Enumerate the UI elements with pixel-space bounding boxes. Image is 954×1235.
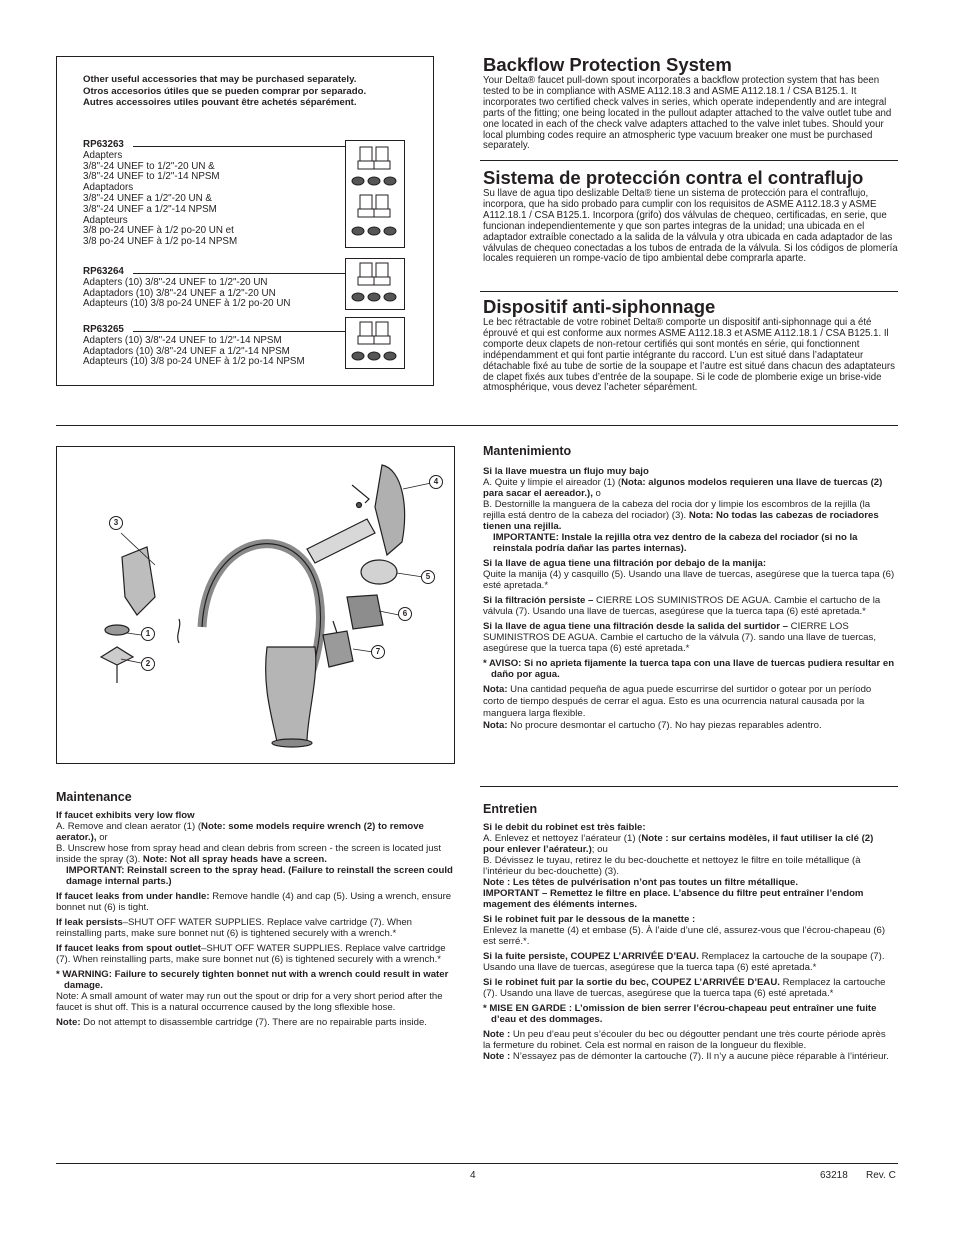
callout-4: 4 [429,475,443,489]
section-heading: Mantenimiento [483,444,572,458]
callout-7: 7 [371,645,385,659]
callout-3: 3 [109,516,123,530]
note [483,684,895,720]
lead: Note : [483,1051,511,1062]
step-note: Note : sur certains modèles, il faut utiliser la clé (2) pour enlever l’aérateur.) [483,833,874,855]
warning: * MISE EN GARDE : L’omission de bien serrer l’écrou-chapeau peut entraîner une fuite d’eau et des dommages. [483,1003,877,1025]
section-heading: Maintenance [56,790,132,804]
step-a [56,821,458,843]
subheading: Si le debit du robinet est très faible: [483,822,646,833]
part-line: Adapters (10) 3/8"-24 UNEF to 1/2"-20 UN [83,276,268,288]
part-line: 3/8 po-24 UNEF à 1/2 po-14 NPSM [83,236,238,248]
lead: Nota: [483,720,508,731]
text: CIERRE LOS SUMINISTROS DE AGUA. Cambie el cartucho de la válvula (7). Usando una llave de tuercas, asegúrese que la tuerca tapa (6) esté apretada.* [483,595,881,617]
step-note: Note: Not all spray heads have a screen. [142,854,327,865]
step-note: Note : Les têtes de pulvérisation n’ont pas toutes un filtre métallique. [483,877,799,888]
step-b [483,499,895,532]
text: Una cantidad pequeña de agua puede escurrirse del surtidor o gotear por un período corto de tiempo después de cerrar el agua. Esto es una ocurrencia natural causada por la manguera larga flexible. [483,684,872,719]
paragraph [483,977,895,999]
part-rp63263 [83,140,363,248]
lead: Si la llave de agua tiene una filtración desde la salida del surtidor – [483,621,788,632]
leader-line [133,273,345,274]
part-line: 3/8"-24 UNEF to 1/2"-20 UN & [83,160,215,172]
section-title: Dispositif anti-siphonnage [483,296,716,317]
section-heading: Entretien [483,802,538,816]
part-code: RP63263 [83,139,124,150]
subheading: Si le robinet fuit par le dessous de la manette : [483,914,696,925]
lead: Note: [56,1017,81,1028]
paragraph [483,621,895,654]
warning: * WARNING: Failure to securely tighten bonnet nut with a wrench could result in water damage. [56,969,449,991]
part-line: 3/8"-24 UNEF a 1/2"-20 UN & [83,192,212,204]
part-line: 3/8"-24 UNEF a 1/2"-14 NPSM [83,203,217,215]
subheading: Si la llave muestra un flujo muy bajo [483,466,649,477]
divider [480,291,898,292]
paragraph: Enlevez la manette (4) et embase (5). À l’aide d’une clé, assurez-vous que l’écrou-chapeau (6) est serré.*. [483,925,886,947]
step-text: B. Destornille la manguera de la cabeza del rocia dor y limpie los escombros de la rejilla (la rejilla está dentro de la cabeza del rociador) (3). [483,499,871,521]
lead: If faucet leaks from under handle: [56,891,210,902]
subheading: Si la llave de agua tiene una filtración por debajo de la manija: [483,558,767,569]
note [483,1029,895,1051]
part-line: Adapteurs (10) 3/8 po-24 UNEF à 1/2 po-14 NPSM [83,356,305,368]
lead: Note : [483,1029,511,1040]
note [56,1017,458,1028]
part-line: 3/8"-24 UNEF to 1/2"-14 NPSM [83,171,220,183]
backflow-fr [483,296,898,394]
paragraph [56,943,458,965]
part-line: Adapteurs (10) 3/8 po-24 UNEF à 1/2 po-20 UN [83,298,291,310]
text: No procure desmontar el cartucho (7). No hay piezas reparables adentro. [507,720,822,731]
step-note: Nota: algunos modelos requieren una llave de tuercas (2) para sacar el aereador.), [483,477,883,499]
accessories-box [56,56,434,386]
text: Remplacez la cartouche (7). Usando una llave de tuercas, asegúrese que la tuerca tapa (6) esté apretada.* [483,977,886,999]
step-note: Nota: No todas las cabezas de rociadores tienen una rejilla. [483,510,879,532]
paragraph [56,917,458,939]
callout-2: 2 [141,657,155,671]
part-line: Adaptadors (10) 3/8"-24 UNEF a 1/2"-20 UN [83,287,276,299]
step-a [483,833,895,855]
part-code: RP63264 [83,266,124,277]
lead: Nota: [483,684,508,695]
text: –SHUT OFF WATER SUPPLIES. Replace valve cartridge (7). When reinstalling parts, make sure bonnet nut (6) is tightened securely with a wrench.* [56,917,412,939]
section-title: Backflow Protection System [483,54,732,75]
callout-6: 6 [398,607,412,621]
paragraph [56,891,458,913]
accessories-heading-es: Otros accesorios útiles que se pueden comprar por separado. [83,85,367,97]
part-line: Adaptadors (10) 3/8"-24 UNEF a 1/2"-14 NPSM [83,345,290,357]
step-b [56,843,458,865]
backflow-en [483,54,898,152]
adapter-image-rp63263 [345,140,405,248]
step-b: B. Dévissez le tuyau, retirez le du bec-douchette et nettoyez le filtre en toile métallique (à l’intérieur du bec-douchette) (3). [483,855,861,877]
lead: Si la filtración persiste – [483,595,594,606]
adapter-image-rp63265 [345,317,405,369]
accessories-heading-en: Other useful accessories that may be purchased separately. [83,74,357,85]
text: –SHUT OFF WATER SUPPLIES. Replace valve cartridge (7). When reinstalling parts, make sure bonnet nut (6) is tightened securely with a wrench.* [56,943,446,965]
step-end: or [96,832,108,843]
note: Note: A small amount of water may run out the spout or drip for a very short period after the faucet is shut off. This is a natural occurrence caused by the long sflexible hose. [56,991,443,1013]
revision: Rev. C [866,1170,896,1181]
footer-rule [56,1163,898,1164]
part-code: RP63265 [83,324,124,335]
faucet-exploded-diagram [56,446,455,764]
important-note: IMPORTANT – Remettez le filtre en place. L’absence du filtre peut entraîner l’endom magement des éléments internes. [483,888,864,910]
faucet-illustration [57,447,454,763]
page-number: 4 [470,1170,476,1181]
doc-number: 63218 [820,1170,848,1181]
backflow-es [483,167,898,265]
lead: Si la fuite persiste, COUPEZ L’ARRIVÉE D’EAU. [483,951,699,962]
adapter-image-rp63264 [345,258,405,310]
lead: If leak persists [56,917,123,928]
step-end: o [592,488,601,499]
note [483,720,895,732]
step-text: A. Remove and clean aerator (1) ( [56,821,202,832]
part-line: Adapters [83,149,123,161]
leader-line [133,146,345,147]
callout-5: 5 [421,570,435,584]
part-line: Adapteurs [83,214,128,226]
step-end: ; ou [591,844,608,855]
step-text: A. Enlevez et nettoyez l’aérateur (1) ( [483,833,642,844]
note [483,1051,895,1062]
text: Remove handle (4) and cap (5). Using a wrench, ensure bonnet nut (6) is tight. [56,891,452,913]
paragraph [483,951,895,973]
step-text: B. Unscrew hose from spray head and clean debris from screen - the screen is located just inside the spray (3). [56,843,441,865]
lead: If faucet leaks from spout outlet [56,943,201,954]
important-note: IMPORTANT: Reinstall screen to the spray head. (Failure to reinstall the screen could damage internal parts.) [66,865,453,887]
step-a [483,477,895,499]
part-line: Adaptadors [83,182,134,194]
lead: Si le robinet fuit par la sortie du bec, COUPEZ L’ARRIVÉE D’EAU. [483,977,780,988]
text: Do not attempt to disassemble cartridge (7). There are no repairable parts inside. [80,1017,427,1028]
text: CIERRE LOS SUMINISTROS DE AGUA. Cambie el cartucho de la válvula (7). sando una llave de tuercas, asegúrese que la tuerca tapa (6) esté apretada.* [483,621,876,654]
part-line: 3/8 po-24 UNEF à 1/2 po-20 UN et [83,225,234,237]
step-text: A. Quite y limpie el aireador (1) ( [483,477,622,488]
mantenimiento-section [483,444,895,732]
entretien-section [483,802,895,1062]
section-body: Your Delta® faucet pull-down spout incorporates a backflow protection system that has been tested to be in compliance with ASME A112.18.3 and ASME A112.18.1 / CSA B125.1. It incorporates two certified check valves in series, which operate independently and are integral parts of the fitting; one being located in the pullout adapter attached to the valve outlet tube and one located in each of the check valve adapters attached to the valve inlet tubes. Should your local plumbing codes require an atmospheric type vacuum breaker one must be purchased separately. [483,75,892,152]
text: N’essayez pas de démonter la cartouche (7). Il n’y a aucune pièce réparable à l’intérieur. [510,1051,889,1062]
important-note: IMPORTANTE: Instale la rejilla otra vez dentro de la cabeza del rociador (si no la reinstala podría dañar las partes internas). [493,532,858,554]
section-body: Le bec rétractable de votre robinet Delta® comporte un dispositif anti-siphonnage qui a été éprouvé et qui est conforme aux normes ASME A112.18.3 et ASME A112.18.1 / CSA B125.1. Il comporte deux clapets de non-retour certifiés qui sont montés en série, qui fonctionnent indépendamment et qui font partie intégrante du raccord. L’un est situé dans l’adaptateur détachable fixé au tube de sortie de la soupape et l’autre est situé dans chacun des adaptateurs de clapet fixés aux tubes d’entrée de la soupape. Si le code de plomberie exige un brise-vide atmosphérique, vous devez l’acheter séparément. [483,317,896,394]
section-title: Sistema de protección contra el contraflujo [483,167,864,188]
subheading: If faucet exhibits very low flow [56,810,195,821]
divider [480,160,898,161]
maintenance-section [56,790,458,1028]
part-line: Adapters (10) 3/8"-24 UNEF to 1/2"-14 NPSM [83,334,282,346]
text: Un peu d’eau peut s’écouler du bec ou dégoutter pendant une très courte période après la fermeture du robinet. Cela est normal en raison de la longueur du flexible. [483,1029,886,1051]
text: Remplacez la cartouche de la soupape (7). Usando una llave de tuercas, asegúrese que la tuerca tapa (6) esté apretada.* [483,951,885,973]
paragraph: Quite la manija (4) y casquillo (5). Usando una llave de tuercas, asegúrese que la tuerca tapa (6) esté apretada.* [483,569,895,591]
callout-1: 1 [141,627,155,641]
section-divider [56,425,898,426]
divider [480,786,898,787]
accessories-heading-fr: Autres accessoires utiles pouvant être achetés séparément. [83,97,357,108]
accessories-heading [83,74,423,109]
warning: * AVISO: Si no aprieta fijamente la tuerca tapa con una llave de tuercas pudiera resultar en daño por agua. [483,658,895,680]
step-note: Note: some models require wrench (2) to remove aerator.), [56,821,424,843]
paragraph [483,595,895,617]
leader-line [133,331,345,332]
section-body: Su llave de agua tipo deslizable Delta® tiene un sistema de protección para el contraflujo, incorpora, que ha sido probado para cumplir con los requisitos de ASME A112.18.3 y ASME A112.18.1 / CSA B125.1. Incorpora (grifo) dos válvulas de chequeo, certificadas, en serie, que funcionan independientemente y que son partes integras de la unidad; una ubicada en el adaptador extraíble conectado a la salida de la válvula y otra ubicada en cada adaptador de las válvulas de chequeo conectadas a los tubos de entrada de la válvula. Si los códigos de plomería locales requieren un rompe-vacío de tipo ambiental debe comprarla aparte. [483,188,898,265]
